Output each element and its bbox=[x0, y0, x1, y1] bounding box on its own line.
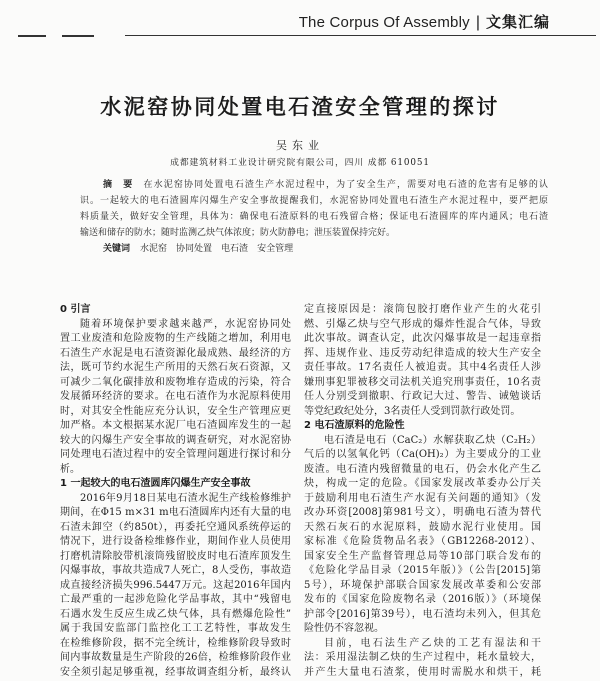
keyword: 协同处置 bbox=[176, 244, 213, 254]
text-line: 任人分别受到撤职、行政记大过、警告、诫勉谈话 bbox=[304, 391, 541, 402]
text-line: 石渣生产水泥是电石渣资源化最成熟、最经济的方 bbox=[60, 347, 291, 359]
text-line: 责任事故。17名责任人被追责。其中4名责任人涉 bbox=[304, 362, 541, 373]
text-line: 置工业废渣和危险废物的生产线随之增加，利用电 bbox=[60, 333, 291, 344]
text-line: 石遇水发生反应生成乙炔气体，具有燃爆危险性” bbox=[60, 608, 291, 620]
author-name: 吴东业 bbox=[276, 139, 324, 152]
text-line: 法：采用湿法制乙炔的生产过程中，耗水量较大， bbox=[304, 652, 541, 663]
text-line: 属于我国安监部门监控化工工艺特性，事故发生 bbox=[60, 623, 291, 634]
header-rule bbox=[125, 35, 596, 36]
text-line: 此次事故。调查认定，此次闪爆事故是一起违章指 bbox=[304, 333, 541, 344]
abstract-label: 摘 要 bbox=[103, 180, 134, 190]
text-line: 析。 bbox=[60, 463, 80, 475]
text-line: 改办环资[2008]第981号文），明确电石渣为替代 bbox=[304, 507, 541, 518]
text-line: 安全须引起足够重视，经事故调查组分析，最终认 bbox=[60, 666, 291, 678]
text-line: 家标准《危险货物品名表》（GB12268-2012）、 bbox=[304, 536, 541, 547]
text-line: 较大的闪爆生产安全事故的调查研究，对水泥窑协 bbox=[60, 434, 291, 446]
journal-name-english: The Corpus Of Assembly bbox=[298, 14, 470, 31]
paragraph bbox=[304, 303, 541, 419]
text-line: 发布的《国家危险废物名录（2016版）》（环境保 bbox=[304, 594, 541, 605]
paper-title: 水泥窑协同处置电石渣安全管理的探讨 bbox=[100, 94, 500, 119]
text-line: 间内事故数量是生产阶段的26倍，检维修阶段作业 bbox=[60, 652, 291, 663]
text-line: 燃、引爆乙炔与空气形成的爆炸性混合气体，导致 bbox=[304, 318, 541, 330]
text-line: 气后的以氢氧化钙（Ca(OH)₂）为主要成分的工业 bbox=[304, 449, 541, 460]
section-heading: 2 电石渣原料的危险性 bbox=[304, 420, 405, 431]
text-line: 国家安全生产监督管理总局等10部门联合发布的 bbox=[304, 550, 541, 562]
abstract-line: 料质量关，做好安全管理，具体为：确保电石渣原料的电石残留合格；保证电石渣圆库的库内通风；电石渣 bbox=[80, 212, 548, 222]
text-line: 可减少二氧化碳排放和废物堆存造成的污染，符合 bbox=[60, 376, 291, 388]
text-line: 《危险化学品目录（2015年版）》（公告[2015]第 bbox=[304, 565, 541, 576]
text-line: 在检维修阶段，据不完全统计，检维修阶段导致时 bbox=[60, 637, 291, 649]
text-line: 护部令[2016]第39号），电石渣均未列入，但其危 bbox=[304, 608, 541, 620]
header-rule-dash bbox=[62, 35, 94, 37]
text-line: 目前，电石法生产乙炔的工艺有湿法和干 bbox=[324, 637, 541, 649]
text-line: 险性仍不容忽视。 bbox=[304, 623, 384, 634]
text-line: 5号），环境保护部联合国家发展改革委和公安部 bbox=[304, 579, 541, 591]
keyword: 安全管理 bbox=[257, 244, 294, 254]
text-line: 同处理电石渣过程中的安全管理问题进行探讨和分 bbox=[60, 449, 291, 460]
text-line: 并产生大量电石渣浆，使用时需脱水和烘干，耗 bbox=[304, 666, 541, 678]
text-line: 亡最严重的一起涉危险化学品事故，其中“残留电 bbox=[60, 594, 291, 605]
author-affiliation: 成都建筑材料工业设计研究院有限公司，四川 成都 610051 bbox=[170, 158, 430, 168]
paragraph bbox=[304, 434, 541, 637]
keywords-line bbox=[80, 241, 548, 257]
text-line: 发展循环经济的要求。在电石渣作为水泥原料使用 bbox=[60, 391, 291, 402]
text-line: 期间，在Φ15 m×31 m电石渣圆库内还有大量的电 bbox=[60, 507, 291, 518]
text-line: 法，既可节约水泥生产所用的天然石灰石资源，又 bbox=[60, 362, 291, 373]
running-header bbox=[299, 11, 550, 33]
keywords-label: 关键词 bbox=[103, 244, 131, 254]
keyword: 电石渣 bbox=[221, 244, 249, 254]
abstract-line bbox=[80, 177, 548, 193]
text-line: 炔，构成一定的危险。《国家发展改革委办公厅关 bbox=[304, 478, 541, 489]
text-line: 天然石灰石的水泥原料，鼓励水泥行业使用。国 bbox=[304, 521, 541, 533]
text-line: 情况下，进行设备检维修作业，期间作业人员使用 bbox=[60, 536, 291, 547]
paragraph bbox=[304, 637, 541, 681]
paragraph bbox=[60, 492, 291, 681]
journal-section-chinese: 文集汇编 bbox=[485, 13, 550, 31]
section-heading: 0 引言 bbox=[60, 304, 91, 315]
text-line: 嫌刑事犯罪被移交司法机关追究刑事责任，10名责 bbox=[304, 376, 541, 388]
abstract-line: 输送和储存的防水；随时监测乙炔气体浓度；防火防静电；泄压装置保持完好。 bbox=[80, 228, 396, 238]
text-line: 随着环境保护要求越来越严，水泥窑协同处 bbox=[80, 318, 291, 330]
text-line: 闪爆事故，事故共造成7人死亡，8人受伤，事故造 bbox=[60, 565, 291, 576]
text-line: 等党纪政纪处分，3名责任人受到罚款行政处罚。 bbox=[304, 405, 521, 417]
text-line: 于鼓励利用电石渣生产水泥有关问题的通知》（发 bbox=[304, 492, 541, 504]
text-line: 成直接经济损失996.5447万元。这起2016年国内 bbox=[60, 579, 291, 591]
body-column-left bbox=[60, 303, 291, 680]
text-line: 时，对其安全性能应充分认识，安全生产管理应更 bbox=[60, 405, 291, 417]
section-heading: 1 一起较大的电石渣圆库闪爆生产安全事故 bbox=[60, 478, 251, 489]
header-rule-dash bbox=[18, 35, 46, 37]
text-line: 打磨机清除胶带机滚筒残留胶皮时电石渣库顶发生 bbox=[60, 550, 291, 562]
text-line: 石渣未卸空（约850t），再委托空通风系统停运的 bbox=[60, 521, 291, 533]
abstract-line: 识。一起较大的电石渣圆库闪爆生产安全事故提醒我们，水泥窑协同处置电石渣生产水泥过程中，要严把原 bbox=[80, 196, 548, 206]
header-separator: | bbox=[475, 14, 480, 31]
text-line: 定直接原因是：滚筒包胶打磨作业产生的火花引 bbox=[304, 304, 541, 315]
text-line: 废渣。电石渣内残留微量的电石，仍会水化产生乙 bbox=[304, 463, 541, 475]
abstract-text: 在水泥窑协同处置电石渣生产水泥过程中，为了安全生产，需要对电石渣的危害有足够的认 bbox=[143, 180, 548, 190]
keyword: 水泥窑 bbox=[140, 244, 168, 254]
text-line: 加严格。本文根据某水泥厂电石渣圆库发生的一起 bbox=[60, 420, 291, 431]
paragraph bbox=[60, 318, 291, 478]
text-line: 2016年9月18日某电石渣水泥生产线检修维护 bbox=[80, 492, 291, 504]
text-line: 电石渣是电石（CaC₂）水解获取乙炔（C₂H₂） bbox=[324, 434, 541, 446]
body-column-right bbox=[304, 303, 541, 680]
abstract-block bbox=[80, 177, 548, 257]
text-line: 挥、违规作业、违反劳动纪律造成的较大生产安全 bbox=[304, 347, 541, 359]
